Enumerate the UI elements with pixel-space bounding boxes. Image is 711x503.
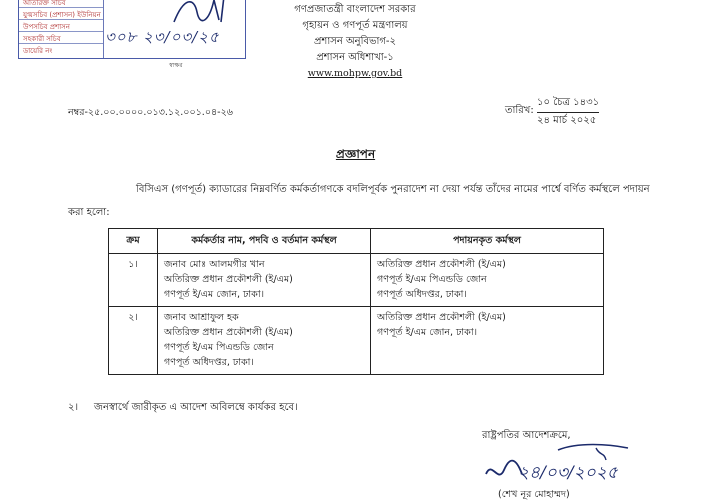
serial-cell: ১। xyxy=(109,254,158,307)
initial-scribble-icon xyxy=(169,0,239,28)
diary-stamp xyxy=(18,0,246,69)
stamp-row: ডায়েরি নং xyxy=(23,47,53,55)
date-bangla: ১০ চৈত্র ১৪৩১ xyxy=(537,95,599,113)
table-row xyxy=(109,307,604,375)
header-current: কর্মকর্তার নাম, পদবি ও বর্তমান কর্মস্থল xyxy=(158,229,371,254)
header-division: প্রশাসন অনুবিভাগ-২ xyxy=(313,36,397,47)
intro-paragraph: বিসিএস (গণপূর্ত) ক্যাডারের নিম্নবর্ণিত কর্মকর্তাগণকে বদলিপূর্বক পুনরাদেশ না দেয়া পর্যন্ত তাঁদের নামের পার্শ্বে বর্ণিত কর্মস্থলে পদায়ন করা হলো: xyxy=(68,184,650,218)
date-english: ২৪ মার্চ ২০২৫ xyxy=(537,115,597,126)
stamp-sub: স্বাক্ষর xyxy=(169,62,183,69)
note-text: জনস্বার্থে জারীকৃত এ আদেশ অবিলম্বে কার্যকর হবে। xyxy=(94,402,298,413)
stamp-divider xyxy=(103,0,104,58)
date-label: তারিখ: xyxy=(505,105,534,116)
effect-note xyxy=(68,400,298,417)
letterhead xyxy=(250,2,460,82)
header-branch: প্রশাসন অধিশাখা-১ xyxy=(316,52,394,63)
current-cell: জনাব আশ্রাফুল হক অতিরিক্ত প্রধান প্রকৌশলী (ই/এম) গণপূর্ত ই/এম পিএন্ডডি জোন গণপূর্ত অধিদপ্তর, ঢাকা। xyxy=(158,307,371,375)
header-government: গণপ্রজাতন্ত্রী বাংলাদেশ সরকার xyxy=(294,4,416,15)
header-serial: ক্রম xyxy=(109,229,158,254)
posted-cell: অতিরিক্ত প্রধান প্রকৌশলী (ই/এম) গণপূর্ত ই/এম পিএন্ডডি জোন গণপূর্ত অধিদপ্তর, ঢাকা। xyxy=(371,254,604,307)
signer-name: (শেখ নূর মোহাম্মদ) xyxy=(498,489,570,500)
stamp-row: অতিরিক্ত সচিব xyxy=(23,0,66,7)
memo-number: নম্বর-২৫.০০.০০০০.০১৩.১২.০০১.০৪-২৬ xyxy=(68,107,233,118)
current-cell: জনাব মোঃ আলমগীর খান অতিরিক্ত প্রধান প্রকৌশলী (ই/এম) গণপূর্ত ই/এম জোন, ঢাকা। xyxy=(158,254,371,307)
posting-table xyxy=(108,228,604,375)
document-title: প্রজ্ঞাপন xyxy=(335,147,376,161)
stamp-row: উপসচিব প্রশাসন xyxy=(23,23,70,31)
signature-date: ২৪/০৩/২০২৫ xyxy=(518,463,618,483)
table-row xyxy=(109,254,604,307)
date-block xyxy=(537,95,599,129)
header-website[interactable]: www.mohpw.gov.bd xyxy=(307,68,403,79)
header-ministry: গৃহায়ন ও গণপূর্ত মন্ত্রণালয় xyxy=(302,20,408,31)
header-posted: পদায়নকৃত কর্মস্থল xyxy=(371,229,604,254)
stamp-handwritten-entry: ৩০৮ ২৩/০৩/২৫ xyxy=(105,28,220,46)
serial-cell: ২। xyxy=(109,307,158,375)
note-number: ২। xyxy=(68,402,79,413)
stamp-row: যুগ্মসচিব (প্রশাসন) ইউনিয়ন xyxy=(23,11,101,19)
table-header-row xyxy=(109,229,604,254)
stamp-row: সহকারী সচিব xyxy=(23,35,61,43)
signature-icon xyxy=(478,440,678,488)
posted-cell: অতিরিক্ত প্রধান প্রকৌশলী (ই/এম) গণপূর্ত ই/এম জোন, ঢাকা। xyxy=(371,307,604,375)
by-order-text: রাষ্ট্রপতির আদেশক্রমে, xyxy=(482,430,571,441)
